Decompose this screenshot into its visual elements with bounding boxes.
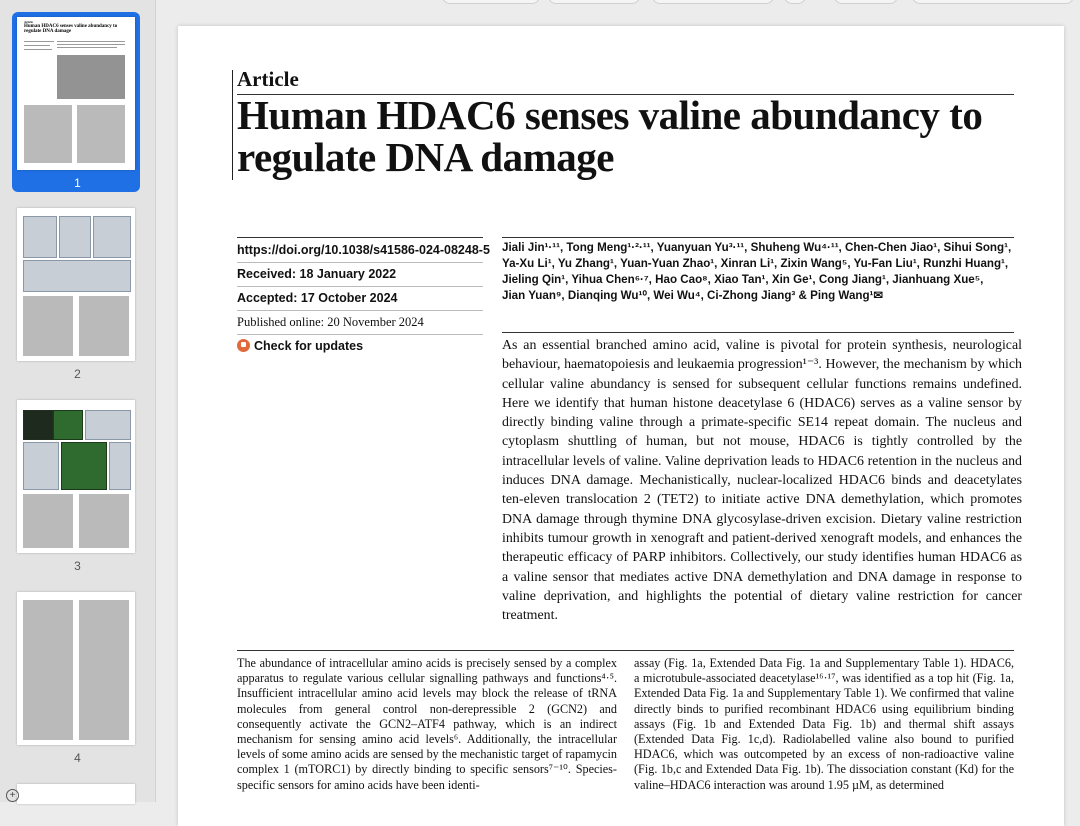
thumbnail-1-label: Article <box>24 20 33 24</box>
page-number-4: 4 <box>74 751 81 765</box>
page-thumbnail-5[interactable] <box>17 784 135 804</box>
page-thumbnail-1[interactable] <box>17 17 135 170</box>
article-section-label: Article <box>237 67 299 91</box>
page-number-3: 3 <box>74 559 81 573</box>
page-thumbnail-4[interactable] <box>17 592 135 745</box>
abstract-top-rule <box>502 332 1014 333</box>
thumbnail-sidebar <box>0 0 156 802</box>
toolbar-button[interactable] <box>652 0 774 4</box>
author-line: Jieling Qin¹, Yihua Chen⁶·⁷, Hao Cao⁸, Xiao Tan¹, Xin Ge¹, Cong Jiang¹, Jianhuang Xue⁵, <box>502 273 984 286</box>
published-date: Published online: 20 November 2024 <box>237 315 424 329</box>
add-page-icon[interactable]: + <box>6 789 19 802</box>
document-page <box>178 26 1064 826</box>
page-number-2: 2 <box>74 367 81 381</box>
author-line: Ya-Xu Li¹, Yu Zhang¹, Yuan-Yuan Zhao¹, Xinran Li¹, Zixin Wang⁵, Yu-Fan Liu¹, Runzhi Huang¹, <box>502 257 1009 270</box>
meta-top-rule <box>237 237 483 238</box>
toolbar-button[interactable] <box>784 0 806 4</box>
author-list <box>502 240 1022 304</box>
body-top-rule <box>237 650 1014 651</box>
toolbar-button[interactable] <box>442 0 540 4</box>
page-thumbnail-2[interactable] <box>17 208 135 361</box>
body-column-right: assay (Fig. 1a, Extended Data Fig. 1a and Supplementary Table 1). HDAC6, a microtubule-associated deacetylase¹⁶·¹⁷, was identified as a top hit (Fig. 1a, Extended Data Fig. 1a and Supplementary Table 1). We confirmed that valine directly binds to purified recombinant HDAC6 using equilibrium binding assays (Fig. 1b and Extended Data Fig. 1b) and thermal shift assays (Extended Data Fig. 1c,d). Radiolabelled valine also bound to purified HDAC6, which was outcompeted by an excess of non-radioactive valine (Fig. 1b,c and Extended Data Fig. 1b). The dissociation constant (Kd) for the valine–HDAC6 interaction was around 1.95 µM, as determined <box>634 656 1014 792</box>
toolbar-button[interactable] <box>548 0 640 4</box>
toolbar-button[interactable] <box>834 0 898 4</box>
check-for-updates-link[interactable] <box>237 339 363 353</box>
authors-top-rule <box>502 237 1014 238</box>
author-line: Jian Yuan⁹, Dianqing Wu¹⁰, Wei Wu⁴, Ci-Zhong Jiang³ & Ping Wang¹✉ <box>502 289 884 302</box>
check-updates-icon <box>237 339 250 352</box>
toolbar-button[interactable] <box>912 0 1074 4</box>
received-date: Received: 18 January 2022 <box>237 267 397 281</box>
thumbnail-1-title: Human HDAC6 senses valine abundancy to regulate DNA damage <box>24 24 118 34</box>
check-for-updates-label: Check for updates <box>254 339 364 353</box>
doi-link[interactable]: https://doi.org/10.1038/s41586-024-08248-5 <box>237 243 490 257</box>
article-title: Human HDAC6 senses valine abundancy to regulate DNA damage <box>237 92 983 180</box>
page-number-1: 1 <box>74 176 81 190</box>
abstract-text: As an essential branched amino acid, valine is pivotal for protein synthesis, neurological behaviour, haematopoiesis and leukaemia progression¹⁻³. However, the mechanism by which cellular valine abundancy is sensed for subsequent cellular functions remains undefined. Here we identify that human histone deacetylase 6 (HDAC6) serves as a valine sensor by directly binding valine through a primate-specific SE14 repeat domain. The nucleus and cytoplasm shuttling of human, but not mouse, HDAC6 is tightly controlled by the intracellular levels of valine. Valine deprivation leads to HDAC6 retention in the nucleus and induces DNA damage. Mechanistically, nuclear-localized HDAC6 binds and deacetylates ten-eleven translocation 2 (TET2) to initiate active DNA demethylation, which promotes DNA damage through thymine DNA glycosylase-driven excision. Dietary valine restriction inhibits tumour growth in xenograft and patient-derived xenograft models, and enhances the therapeutic efficacy of PARP inhibitors. Collectively, our study identifies human HDAC6 as a valine sensor that mediates active DNA demethylation and DNA damage in response to valine deprivation, and highlights the potential of dietary valine restriction for cancer treatment. <box>502 338 1022 624</box>
author-line: Jiali Jin¹·¹¹, Tong Meng¹·²·¹¹, Yuanyuan Yu³·¹¹, Shuheng Wu⁴·¹¹, Chen-Chen Jiao¹, Sihui Song¹, <box>502 241 1012 254</box>
title-vertical-rule <box>232 70 233 180</box>
page-thumbnail-3[interactable] <box>17 400 135 553</box>
accepted-date: Accepted: 17 October 2024 <box>237 291 398 305</box>
body-column-left: The abundance of intracellular amino acids is precisely sensed by a complex apparatus to regulate various cellular signalling pathways and functions⁴·⁵. Insufficient intracellular amino acid levels may block the release of tRNA molecules from general control non-derepressible 2 (GCN2) and consequently activate the GCN2–ATF4 pathway, which is an indirect mechanism for sensing amino acid levels⁶. Additionally, the intracellular levels of some amino acids are sensed by the mechanistic target of rapamycin complex 1 (mTORC1) by directly binding to specific sensors⁷⁻¹⁰. Species-specific sensors for amino acids have been identi- <box>237 656 617 792</box>
